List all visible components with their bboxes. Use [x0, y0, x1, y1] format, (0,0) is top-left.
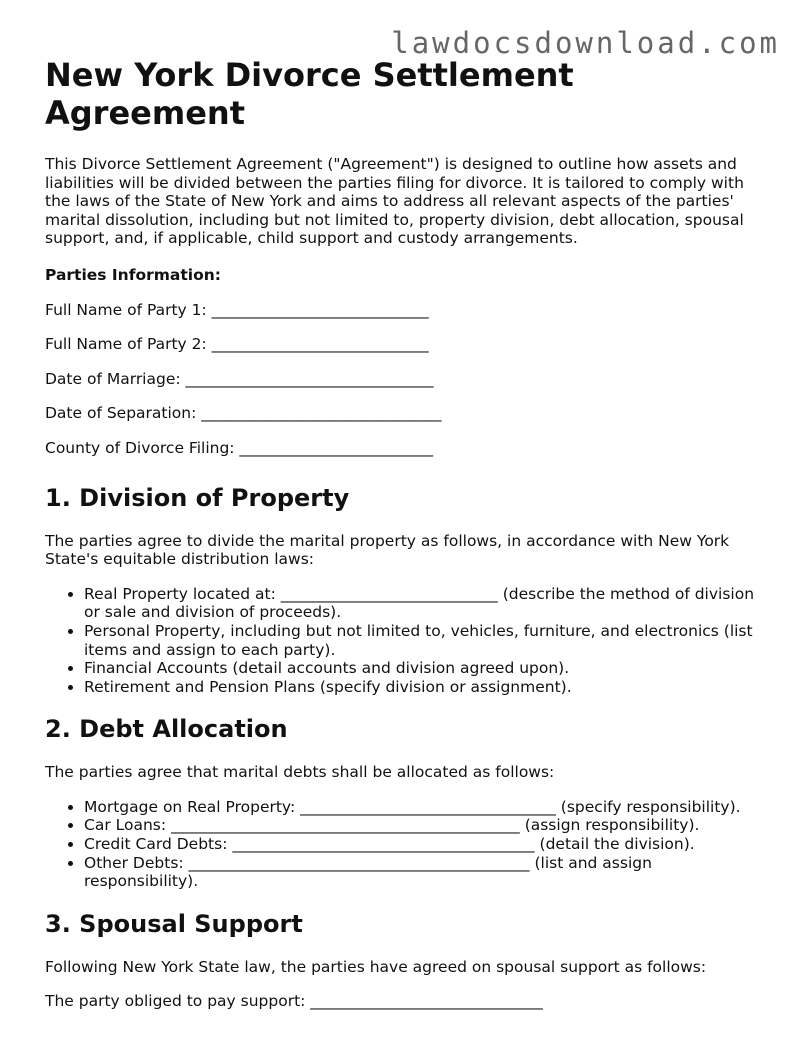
section-heading-debt: 2. Debt Allocation — [45, 715, 288, 744]
list-item: • Mortgage on Real Property: _________________________________ (specify responsibility). — [84, 798, 770, 817]
marriage-date-field[interactable]: Date of Marriage: ________________________________ — [45, 369, 434, 388]
watermark: lawdocsdownload.com — [391, 26, 780, 60]
party1-name-field[interactable]: Full Name of Party 1: ____________________________ — [45, 300, 429, 319]
support-payer-field[interactable]: The party obliged to pay support: ______________________________ — [45, 992, 543, 1011]
document-title: New York Divorce Settlement Agreement — [45, 56, 574, 132]
list-item: • Financial Accounts (detail accounts and division agreed upon). — [84, 659, 770, 678]
property-list — [45, 585, 770, 697]
debt-list — [45, 798, 770, 891]
list-item: • Retirement and Pension Plans (specify division or assignment). — [84, 678, 770, 697]
parties-heading: Parties Information: — [45, 265, 221, 284]
list-item: • Personal Property, including but not limited to, vehicles, furniture, and electronics (list items and assign to each party). — [84, 622, 770, 659]
intro-paragraph: This Divorce Settlement Agreement ("Agreement") is designed to outline how assets and liabilities will be divided between the parties filing for divorce. It is tailored to comply with the laws of the State of New York and aims to address all relevant aspects of the parties' marital dissolution, including but not limited to, property division, debt allocation, spousal support, and, if applicable, child support and custody arrangements. — [45, 155, 744, 248]
property-intro: The parties agree to divide the marital property as follows, in accordance with New York State's equitable distribution laws: — [45, 531, 730, 569]
parties-fields — [45, 301, 770, 458]
county-filing-field[interactable]: County of Divorce Filing: _________________________ — [45, 438, 434, 457]
document-body — [45, 56, 770, 1011]
section-heading-spousal: 3. Spousal Support — [45, 909, 303, 938]
list-item: • Car Loans: _____________________________________________ (assign responsibility). — [84, 816, 770, 835]
separation-date-field[interactable]: Date of Separation: _______________________________ — [45, 404, 442, 423]
debt-intro: The parties agree that marital debts shall be allocated as follows: — [45, 763, 555, 782]
section-heading-property: 1. Division of Property — [45, 483, 350, 512]
party2-name-field[interactable]: Full Name of Party 2: ____________________________ — [45, 335, 429, 354]
list-item: • Real Property located at: ____________________________ (describe the method of division or sale and division of proceeds). — [84, 585, 770, 622]
spousal-intro: Following New York State law, the parties have agreed on spousal support as follows: — [45, 957, 707, 976]
list-item: • Other Debts: ____________________________________________ (list and assign responsibility). — [84, 854, 770, 891]
list-item: • Credit Card Debts: _______________________________________ (detail the division). — [84, 835, 770, 854]
